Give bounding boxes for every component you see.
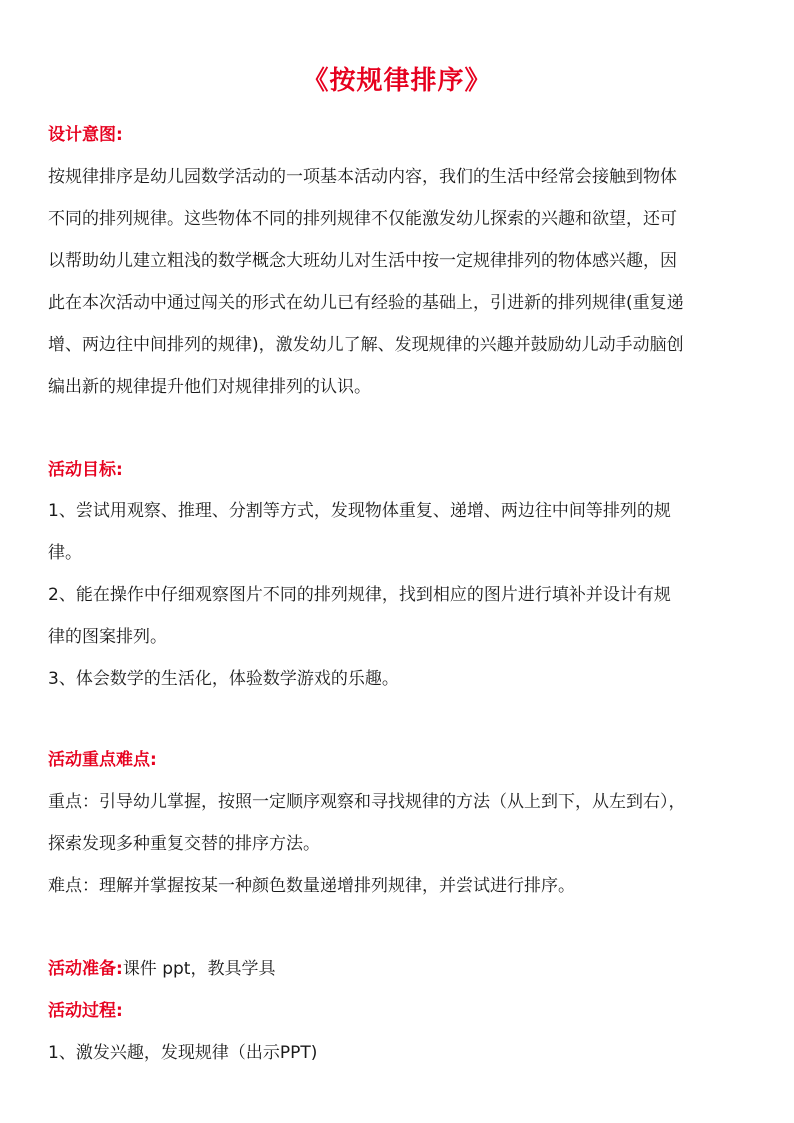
design-heading: 设计意图: [48, 125, 123, 145]
keypoints-heading: 活动重点难点: [48, 750, 157, 770]
design-line: 增、两边往中间排列的规律)，激发幼儿了解、发现规律的兴趣并鼓励幼儿动手动脑创 [48, 335, 684, 355]
design-line: 不同的排列规律。这些物体不同的排列规律不仅能激发幼儿探索的兴趣和欲望，还可 [48, 209, 677, 229]
keypoint-line: 探索发现多种重复交替的排序方法。 [48, 834, 320, 854]
goal-line: 1、尝试用观察、推理、分割等方式，发现物体重复、递增、两边往中间等排列的规 [48, 501, 671, 521]
prep-text: 课件 ppt，教具学具 [122, 959, 276, 979]
process-line: 1、激发兴趣，发现规律（出示PPT) [48, 1043, 318, 1063]
goal-line: 律。 [48, 543, 82, 563]
process-heading: 活动过程: [48, 1001, 123, 1021]
prep-heading: 活动准备: [48, 959, 123, 979]
keypoint-line: 难点：理解并掌握按某一种颜色数量递增排列规律，并尝试进行排序。 [48, 876, 575, 896]
goal-line: 3、体会数学的生活化，体验数学游戏的乐趣。 [48, 669, 399, 689]
design-line: 编出新的规律提升他们对规律排列的认识。 [48, 377, 371, 397]
goal-line: 2、能在操作中仔细观察图片不同的排列规律，找到相应的图片进行填补并设计有规 [48, 585, 671, 605]
design-line: 按规律排序是幼儿园数学活动的一项基本活动内容，我们的生活中经常会接触到物体 [48, 167, 677, 187]
document-title: 《按规律排序》 [302, 66, 492, 96]
goal-line: 律的图案排列。 [48, 627, 167, 647]
prep-row [48, 954, 275, 979]
design-line: 以帮助幼儿建立粗浅的数学概念大班幼儿对生活中按一定规律排列的物体感兴趣，因 [48, 251, 677, 271]
goals-heading: 活动目标: [48, 460, 123, 480]
keypoint-line: 重点：引导幼儿掌握，按照一定顺序观察和寻找规律的方法（从上到下，从左到右）， [48, 792, 686, 812]
design-line: 此在本次活动中通过闯关的形式在幼儿已有经验的基础上，引进新的排列规律(重复递 [48, 293, 684, 313]
